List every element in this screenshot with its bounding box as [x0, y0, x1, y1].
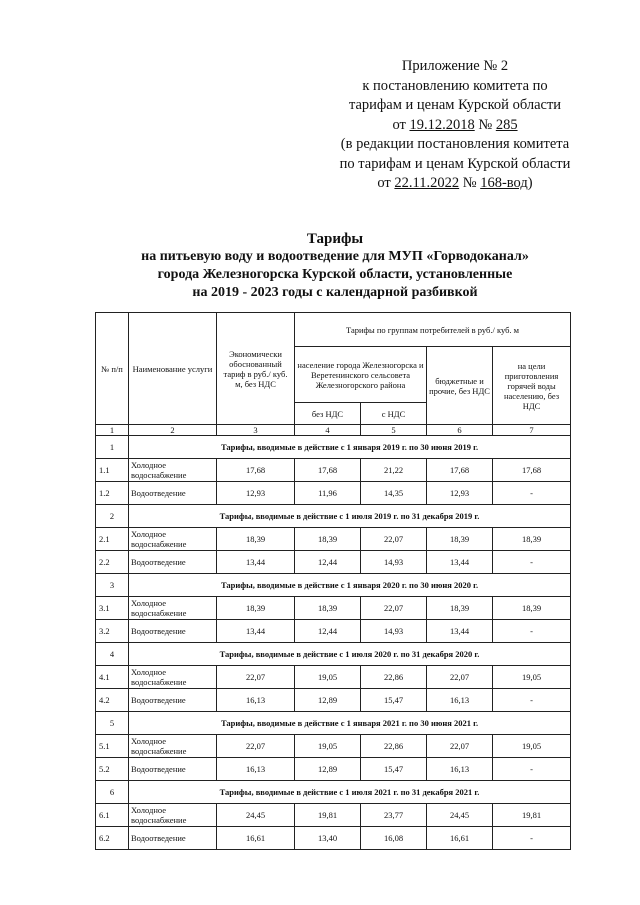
edition-number: 168-вод — [480, 175, 528, 191]
period-title: Тарифы, вводимые в действие с 1 июля 2021 г. по 31 декабря 2021 г. — [129, 781, 571, 804]
header-row-1 — [96, 313, 571, 347]
econ-tariff-value: 13,44 — [217, 620, 295, 643]
tariff-row — [96, 482, 571, 505]
tariff-row — [96, 804, 571, 827]
econ-tariff-value: 22,07 — [217, 735, 295, 758]
header-population: население города Железногорска и Веретенинского сельсовета Железногорского района — [295, 347, 427, 403]
budget-value: 22,07 — [427, 735, 493, 758]
tariff-row — [96, 620, 571, 643]
service-name: Водоотведение — [129, 551, 217, 574]
budget-value: 18,39 — [427, 597, 493, 620]
col-number: 1 — [96, 425, 129, 436]
population-with-vat-value: 14,93 — [361, 551, 427, 574]
header-with-vat: с НДС — [361, 403, 427, 425]
header-econ-tariff: Экономически обоснованный тариф в руб./ куб. м, без НДС — [217, 313, 295, 425]
title-line-2: на питьевую воду и водоотведение для МУП «Горводоканал» — [141, 249, 529, 264]
appendix-line-1: Приложение № 2 — [401, 58, 509, 74]
period-row — [96, 574, 571, 597]
econ-tariff-value: 18,39 — [217, 528, 295, 551]
col-number: 4 — [295, 425, 361, 436]
tariff-row — [96, 459, 571, 482]
period-number: 5 — [96, 712, 129, 735]
period-number: 3 — [96, 574, 129, 597]
period-row — [96, 712, 571, 735]
edition-close-paren: ) — [527, 175, 533, 191]
appendix-line-2: к постановлению комитета по — [362, 77, 548, 94]
tariff-row — [96, 551, 571, 574]
col-number: 2 — [129, 425, 217, 436]
population-no-vat-value: 19,05 — [295, 666, 361, 689]
hot-water-value: 18,39 — [493, 597, 571, 620]
col-number: 3 — [217, 425, 295, 436]
hot-water-value: - — [493, 689, 571, 712]
econ-tariff-value: 18,39 — [217, 597, 295, 620]
period-title: Тарифы, вводимые в действие с 1 января 2019 г. по 30 июня 2019 г. — [129, 436, 571, 459]
population-with-vat-value: 22,07 — [361, 528, 427, 551]
budget-value: 16,13 — [427, 758, 493, 781]
population-no-vat-value: 13,40 — [295, 827, 361, 850]
population-no-vat-value: 12,44 — [295, 551, 361, 574]
period-title: Тарифы, вводимые в действие с 1 июля 2020 г. по 31 декабря 2020 г. — [129, 643, 571, 666]
population-no-vat-value: 19,81 — [295, 804, 361, 827]
row-number: 2.1 — [96, 528, 129, 551]
service-name: Холодное водоснабжение — [129, 597, 217, 620]
edition-number-sign: № — [459, 175, 481, 191]
hot-water-value: 17,68 — [493, 459, 571, 482]
service-name: Холодное водоснабжение — [129, 735, 217, 758]
edition-from-label: от — [377, 175, 395, 191]
population-with-vat-value: 14,93 — [361, 620, 427, 643]
hot-water-value: 18,39 — [493, 528, 571, 551]
budget-value: 12,93 — [427, 482, 493, 505]
service-name: Водоотведение — [129, 827, 217, 850]
period-number: 1 — [96, 436, 129, 459]
econ-tariff-value: 24,45 — [217, 804, 295, 827]
population-no-vat-value: 18,39 — [295, 528, 361, 551]
row-number: 1.1 — [96, 459, 129, 482]
row-number: 3.2 — [96, 620, 129, 643]
budget-value: 13,44 — [427, 620, 493, 643]
hot-water-value: - — [493, 482, 571, 505]
population-no-vat-value: 17,68 — [295, 459, 361, 482]
econ-tariff-value: 16,13 — [217, 689, 295, 712]
population-with-vat-value: 16,08 — [361, 827, 427, 850]
population-with-vat-value: 22,86 — [361, 666, 427, 689]
period-number: 4 — [96, 643, 129, 666]
col-number: 6 — [427, 425, 493, 436]
budget-value: 16,13 — [427, 689, 493, 712]
appendix-header — [330, 57, 580, 194]
tariff-row — [96, 528, 571, 551]
population-no-vat-value: 12,44 — [295, 620, 361, 643]
population-with-vat-value: 21,22 — [361, 459, 427, 482]
hot-water-value: - — [493, 620, 571, 643]
header-budget: бюджетные и прочие, без НДС — [427, 347, 493, 425]
service-name: Холодное водоснабжение — [129, 459, 217, 482]
row-number: 2.2 — [96, 551, 129, 574]
row-number: 6.1 — [96, 804, 129, 827]
econ-tariff-value: 13,44 — [217, 551, 295, 574]
appendix-line-3: тарифам и ценам Курской области — [348, 97, 562, 113]
hot-water-value: - — [493, 827, 571, 850]
population-with-vat-value: 23,77 — [361, 804, 427, 827]
tariffs-table-body — [96, 313, 571, 850]
service-name: Водоотведение — [129, 689, 217, 712]
row-number: 4.2 — [96, 689, 129, 712]
row-number: 1.2 — [96, 482, 129, 505]
resolution-number: 285 — [495, 116, 518, 133]
period-row — [96, 505, 571, 528]
service-name: Холодное водоснабжение — [129, 666, 217, 689]
tariff-row — [96, 689, 571, 712]
population-with-vat-value: 15,47 — [361, 689, 427, 712]
population-no-vat-value: 19,05 — [295, 735, 361, 758]
population-no-vat-value: 11,96 — [295, 482, 361, 505]
period-title: Тарифы, вводимые в действие с 1 января 2020 г. по 30 июня 2020 г. — [129, 574, 571, 597]
appendix-from-label: от — [392, 116, 410, 133]
econ-tariff-value: 22,07 — [217, 666, 295, 689]
tariff-row — [96, 666, 571, 689]
row-number: 5.1 — [96, 735, 129, 758]
period-title: Тарифы, вводимые в действие с 1 января 2021 г. по 30 июня 2021 г. — [129, 712, 571, 735]
header-service: Наименование услуги — [129, 313, 217, 425]
period-title: Тарифы, вводимые в действие с 1 июля 2019 г. по 31 декабря 2019 г. — [129, 505, 571, 528]
appendix-line-6: по тарифам и ценам Курской области — [339, 155, 571, 172]
budget-value: 13,44 — [427, 551, 493, 574]
header-hot-water: на цели приготовления горячей воды населению, без НДС — [493, 347, 571, 425]
document-title — [100, 230, 570, 302]
resolution-date: 19.12.2018 — [409, 116, 475, 133]
tariff-row — [96, 827, 571, 850]
tariff-row — [96, 758, 571, 781]
budget-value: 24,45 — [427, 804, 493, 827]
period-number: 2 — [96, 505, 129, 528]
column-numbers-row — [96, 425, 571, 436]
population-with-vat-value: 14,35 — [361, 482, 427, 505]
period-number: 6 — [96, 781, 129, 804]
edition-date: 22.11.2022 — [394, 175, 460, 191]
tariffs-table — [95, 312, 571, 850]
population-with-vat-value: 22,07 — [361, 597, 427, 620]
econ-tariff-value: 16,61 — [217, 827, 295, 850]
service-name: Холодное водоснабжение — [129, 528, 217, 551]
hot-water-value: 19,05 — [493, 735, 571, 758]
population-no-vat-value: 12,89 — [295, 689, 361, 712]
col-number: 5 — [361, 425, 427, 436]
period-row — [96, 781, 571, 804]
population-with-vat-value: 22,86 — [361, 735, 427, 758]
hot-water-value: 19,05 — [493, 666, 571, 689]
appendix-line-5: (в редакции постановления комитета — [340, 136, 570, 152]
period-row — [96, 643, 571, 666]
appendix-line-4 — [330, 116, 580, 136]
period-row — [96, 436, 571, 459]
population-no-vat-value: 18,39 — [295, 597, 361, 620]
econ-tariff-value: 16,13 — [217, 758, 295, 781]
service-name: Водоотведение — [129, 620, 217, 643]
population-no-vat-value: 12,89 — [295, 758, 361, 781]
header-num: № п/п — [96, 313, 129, 425]
budget-value: 22,07 — [427, 666, 493, 689]
hot-water-value: 19,81 — [493, 804, 571, 827]
budget-value: 18,39 — [427, 528, 493, 551]
appendix-line-7 — [330, 174, 580, 194]
row-number: 5.2 — [96, 758, 129, 781]
col-number: 7 — [493, 425, 571, 436]
header-no-vat: без НДС — [295, 403, 361, 425]
row-number: 6.2 — [96, 827, 129, 850]
title-line-3: города Железногорска Курской области, установленные — [157, 267, 513, 282]
service-name: Холодное водоснабжение — [129, 804, 217, 827]
row-number: 4.1 — [96, 666, 129, 689]
budget-value: 17,68 — [427, 459, 493, 482]
title-line-1: Тарифы — [306, 231, 364, 247]
budget-value: 16,61 — [427, 827, 493, 850]
hot-water-value: - — [493, 551, 571, 574]
service-name: Водоотведение — [129, 482, 217, 505]
row-number: 3.1 — [96, 597, 129, 620]
header-consumer-groups: Тарифы по группам потребителей в руб./ куб. м — [295, 313, 571, 347]
title-line-4: на 2019 - 2023 годы с календарной разбивкой — [192, 285, 478, 300]
econ-tariff-value: 12,93 — [217, 482, 295, 505]
service-name: Водоотведение — [129, 758, 217, 781]
population-with-vat-value: 15,47 — [361, 758, 427, 781]
hot-water-value: - — [493, 758, 571, 781]
number-sign: № — [474, 116, 496, 133]
tariff-row — [96, 735, 571, 758]
econ-tariff-value: 17,68 — [217, 459, 295, 482]
tariff-row — [96, 597, 571, 620]
